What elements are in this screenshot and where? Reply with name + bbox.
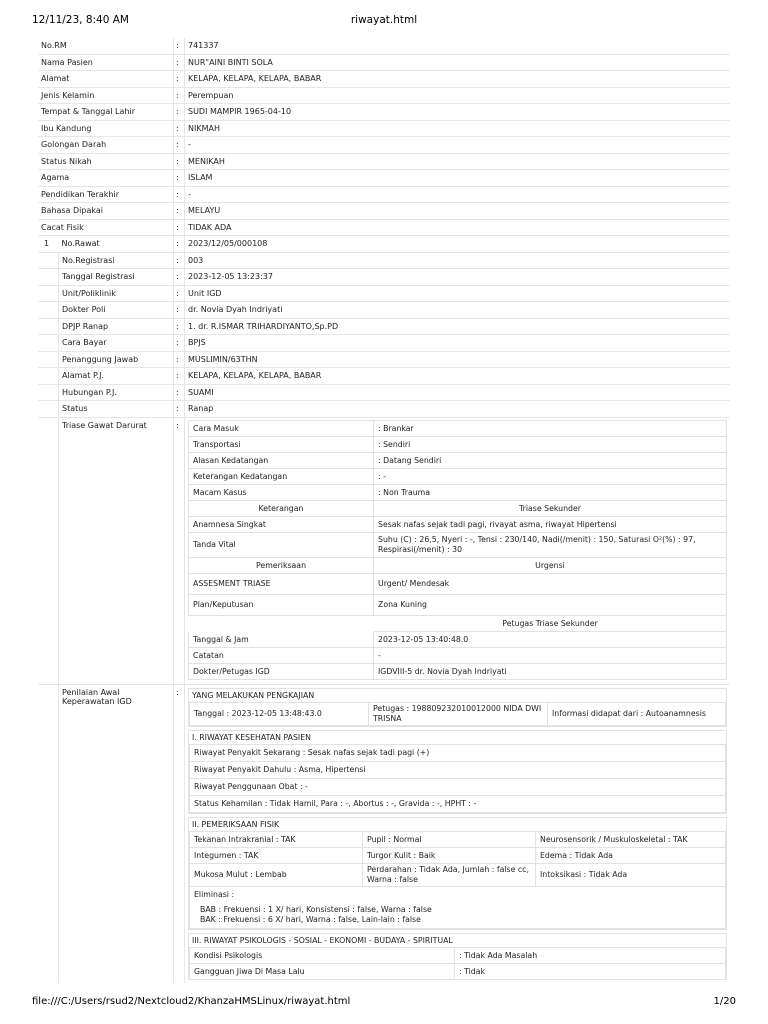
row-unit: Unit/Poliklinik : Unit IGD xyxy=(38,285,730,302)
fisik-table xyxy=(189,831,726,929)
row-dpjp: DPJP Ranap : 1. dr. R.ISMAR TRIHARDIYANTO,Sp.PD xyxy=(38,318,730,335)
eliminasi-row xyxy=(190,886,726,928)
riwayat-row: Status Kehamilan : Tidak Hamil, Para : -, Abortus : -, Gravida : -, HPHT : - xyxy=(190,795,726,812)
eliminasi-title: Eliminasi : xyxy=(194,889,235,899)
row-status: Status : Ranap xyxy=(38,401,730,418)
riwayat-section xyxy=(188,730,727,814)
pengkajian-section xyxy=(188,688,727,727)
psiko-row: Gangguan Jiwa Di Masa Lalu : Tidak xyxy=(190,963,726,979)
eliminasi-block xyxy=(190,887,725,928)
row-ttl: Tempat & Tanggal Lahir : SUDI MAMPIR 1965-04-10 xyxy=(38,104,730,121)
row-golongan-darah: Golongan Darah : - xyxy=(38,137,730,154)
row-cacat-fisik: Cacat Fisik : TIDAK ADA xyxy=(38,219,730,236)
psiko-table xyxy=(189,947,726,980)
triase-anamnesa: Anamnesa Singkat Sesak nafas sejak tadi pagi, rivayat asma, riwayat Hipertensi xyxy=(189,516,727,532)
row-no-rawat: 1 No.Rawat : 2023/12/05/000108 xyxy=(38,236,730,253)
row-alamat: Alamat : KELAPA, KELAPA, KELAPA, BABAR xyxy=(38,71,730,88)
triase-row: Macam Kasus : Non Trauma xyxy=(189,484,727,500)
patient-history-table xyxy=(38,38,730,983)
print-page-number: 1/20 xyxy=(713,996,736,1007)
riwayat-row: Riwayat Penggunaan Obat : - xyxy=(190,778,726,795)
row-ibu-kandung: Ibu Kandung : NIKMAH xyxy=(38,120,730,137)
report-page xyxy=(38,38,730,988)
psiko-section xyxy=(188,933,727,980)
fisik-title: II. PEMERIKSAAN FISIK xyxy=(192,819,280,829)
pengkajian-informasi: Informasi didapat dari : Autoanamnesis xyxy=(548,702,726,725)
row-penanggung-jawab: Penanggung Jawab : MUSLIMIN/63THN xyxy=(38,351,730,368)
print-datetime: 12/11/23, 8:40 AM xyxy=(32,14,129,26)
triase-header: Petugas Triase Sekunder xyxy=(189,615,727,631)
row-alamat-pj: Alamat P.J. : KELAPA, KELAPA, KELAPA, BABAR xyxy=(38,368,730,385)
eliminasi-bak: BAK : Frekuensi : 6 X/ hari, Warna : false, Lain-lain : false xyxy=(200,914,421,924)
pengkajian-tanggal: Tanggal : 2023-12-05 13:48:43.0 xyxy=(190,702,369,725)
fisik-row: Integumen : TAK Turgor Kulit : Baik Edema : Tidak Ada xyxy=(190,847,726,863)
triase-assesment: ASSESMENT TRIASE Urgent/ Mendesak xyxy=(189,573,727,594)
triase-row: Keterangan Kedatangan : - xyxy=(189,468,727,484)
row-cara-bayar: Cara Bayar : BPJS xyxy=(38,335,730,352)
row-agama: Agama : ISLAM xyxy=(38,170,730,187)
row-hubungan-pj: Hubungan P.J. : SUAMI xyxy=(38,384,730,401)
row-no-registrasi: No.Registrasi : 003 xyxy=(38,252,730,269)
fisik-section xyxy=(188,817,727,930)
fisik-row: Mukosa Mulut : Lembab Perdarahan : Tidak Ada, Jumlah : false cc, Warna : false Intoksikasi : Tidak Ada xyxy=(190,863,726,886)
print-header xyxy=(32,14,736,30)
triase-table xyxy=(188,420,727,680)
psiko-row: Kondisi Psikologis : Tidak Ada Masalah xyxy=(190,947,726,963)
print-title: riwayat.html xyxy=(350,14,418,26)
psiko-title: III. RIWAYAT PSIKOLOGIS - SOSIAL - EKONOMI - BUDAYA - SPIRITUAL xyxy=(192,935,453,945)
fisik-row: Tekanan Intrakranial : TAK Pupil : Normal Neurosensorik / Muskuloskeletal : TAK xyxy=(190,831,726,847)
riwayat-table xyxy=(189,744,726,813)
row-jenis-kelamin: Jenis Kelamin : Perempuan xyxy=(38,87,730,104)
triase-tanggal: Tanggal & Jam 2023-12-05 13:40:48.0 xyxy=(189,631,727,647)
triase-row: Alasan Kedatangan : Datang Sendiri xyxy=(189,452,727,468)
riwayat-row: Riwayat Penyakit Dahulu : Asma, Hipertensi xyxy=(190,761,726,778)
riwayat-row: Riwayat Penyakit Sekarang : Sesak nafas sejak tadi pagi (+) xyxy=(190,744,726,761)
row-no-rm: No.RM : 741337 xyxy=(38,38,730,54)
row-tanggal-registrasi: Tanggal Registrasi : 2023-12-05 13:23:37 xyxy=(38,269,730,286)
row-nama: Nama Pasien : NUR"AINI BINTI SOLA xyxy=(38,54,730,71)
triase-dokter: Dokter/Petugas IGD IGDVIII-5 dr. Novia Dyah Indriyati xyxy=(189,663,727,679)
pengkajian-table xyxy=(189,702,726,726)
print-footer xyxy=(32,996,736,1012)
row-status-nikah: Status Nikah : MENIKAH xyxy=(38,153,730,170)
row-triase: Triase Gawat Darurat : Cara Masuk : Brankar Transportasi : Sendiri Alasan Kedatangan : Datang Sendiri Keterangan Kedatangan : - Macam Kasus : Non Trauma Keterangan Triase Sekunder Anamnesa Singkat Sesak nafas sejak tadi pagi, rivayat asma, riwayat Hipertensi Tanda Vital Suhu (C) : 26,5, Nyeri : -, Tensi : 230/140, Nadi(/menit) : 150, Saturasi O²(%) : 97, Respirasi(/menit) : 30 Pemeriksaan Urgensi ASSESMENT TRIASE Urgent/ Mendesak Plan/Keputusan Zona Kuning Petugas Triase Sekunder Tanggal & Jam 2023-12-05 13:40:48.0 Catatan - Dokter/Petugas IGD IGDVIII-5 dr. Novia Dyah Indriyati xyxy=(38,417,730,684)
row-pendidikan: Pendidikan Terakhir : - xyxy=(38,186,730,203)
triase-catatan: Catatan - xyxy=(189,647,727,663)
row-bahasa: Bahasa Dipakai : MELAYU xyxy=(38,203,730,220)
row-penilaian-awal: Penilaian Awal Keperawatan IGD : YANG MELAKUKAN PENGKAJIAN Tanggal : 2023-12-05 13:48:43.0 Petugas : 198809232010012000 NIDA DWI TRISNA Informasi didapat dari : Autoanamnesis I. RIWAYAT KESEHATAN PASIEN Riwayat Penyakit Sekarang : Sesak nafas sejak tadi pagi (+) Riwayat Penyakit Dahulu : Asma, Hipertensi Riwayat Penggunaan Obat : - Status Kehamilan : Tidak Hamil, Para : -, Abortus : -, Gravida : -, HPHT : - II. PEMERIKSAAN FISIK Tekanan Intrakranial : TAK Pupil : Normal Neurosensorik / Muskuloskeletal : TAK Integumen : TAK Turgor Kulit : Baik Edema : Tidak Ada Mukosa Mulut : Lembab Perdarahan : Tidak Ada, Jumlah : false cc, Warna : false Intoksikasi : Tidak Ada Eliminasi : BAB : Frekuensi : 1 X/ hari, Konsistensi : false, Warna : false BAK : Frekuensi : 6 X/ hari, Warna : false, Lain-lain : false III. RIWAYAT PSIKOLOGIS - SOSIAL - EKONOMI - BUDAYA - SPIRITUAL Kondisi Psikologis : Tidak Ada Masalah Gangguan Jiwa Di Masa Lalu : Tidak xyxy=(38,684,730,983)
eliminasi-bab: BAB : Frekuensi : 1 X/ hari, Konsistensi : false, Warna : false xyxy=(200,904,432,914)
triase-tanda-vital: Tanda Vital Suhu (C) : 26,5, Nyeri : -, Tensi : 230/140, Nadi(/menit) : 150, Saturasi O²(%) : 97, Respirasi(/menit) : 30 xyxy=(189,532,727,557)
triase-row: Cara Masuk : Brankar xyxy=(189,420,727,436)
row-dokter-poli: Dokter Poli : dr. Novia Dyah Indriyati xyxy=(38,302,730,319)
riwayat-title: I. RIWAYAT KESEHATAN PASIEN xyxy=(192,732,311,742)
pengkajian-title: YANG MELAKUKAN PENGKAJIAN xyxy=(192,690,315,700)
print-file-path: file:///C:/Users/rsud2/Nextcloud2/KhanzaHMSLinux/riwayat.html xyxy=(32,996,351,1007)
triase-header: Pemeriksaan Urgensi xyxy=(189,557,727,573)
triase-header: Keterangan Triase Sekunder xyxy=(189,500,727,516)
triase-row: Transportasi : Sendiri xyxy=(189,436,727,452)
pengkajian-petugas: Petugas : 198809232010012000 NIDA DWI TRISNA xyxy=(369,702,548,725)
triase-plan: Plan/Keputusan Zona Kuning xyxy=(189,594,727,615)
